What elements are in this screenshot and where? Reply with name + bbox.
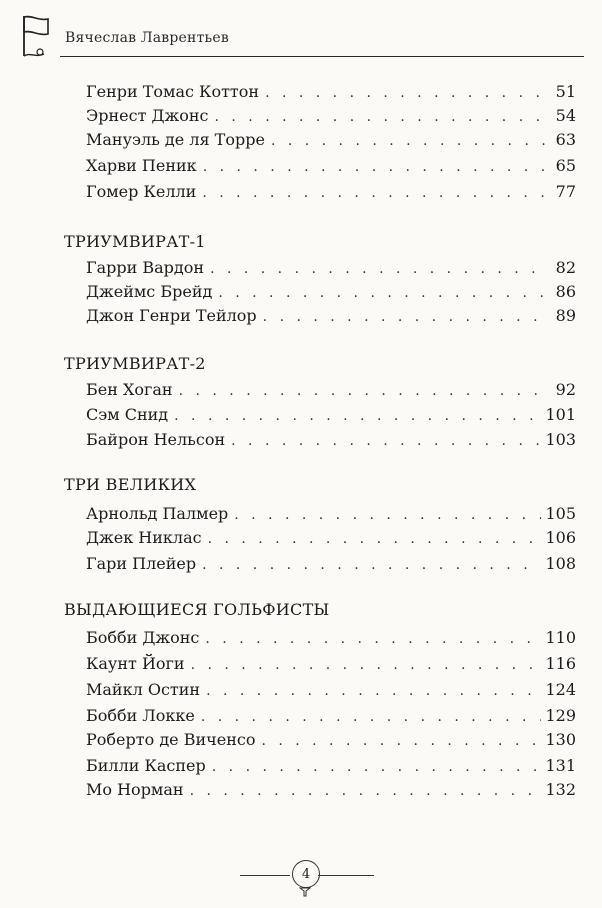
footer-rule-right	[318, 875, 374, 876]
leader-dots	[271, 133, 548, 149]
toc-entry-name: Мо Норман	[86, 780, 190, 799]
toc-entry-name: Гарри Вардон	[86, 258, 210, 277]
golf-tee-icon	[299, 887, 311, 897]
leader-dots	[265, 85, 548, 101]
toc-entry	[86, 680, 576, 704]
page-number-badge	[292, 860, 320, 888]
toc-entry-page: 105	[541, 504, 576, 523]
toc-entry-page: 82	[548, 258, 576, 277]
toc-entry	[86, 654, 576, 678]
toc-entry-name: Джон Генри Тейлор	[86, 306, 263, 325]
toc-entry-name: Сэм Снид	[86, 405, 174, 424]
toc-entry	[86, 156, 576, 180]
toc-entry-name: Билли Каспер	[86, 756, 212, 775]
page-number: 4	[301, 866, 311, 882]
toc-section-heading: ВЫДАЮЩИЕСЯ ГОЛЬФИСТЫ	[64, 600, 330, 619]
toc-entry	[86, 780, 576, 804]
toc-entry-page: 51	[548, 82, 576, 101]
toc-entry-page: 77	[548, 182, 576, 201]
toc-section-heading: ТРИУМВИРАТ-2	[64, 354, 206, 373]
leader-dots	[202, 557, 541, 573]
leader-dots	[191, 657, 542, 673]
leader-dots	[174, 408, 541, 424]
toc-entry-name: Генри Томас Коттон	[86, 82, 265, 101]
toc-entry-page: 110	[541, 628, 576, 647]
toc-entry-page: 124	[541, 680, 576, 699]
toc-entry-name: Бен Хоган	[86, 380, 179, 399]
toc-entry-page: 129	[541, 706, 576, 725]
toc-entry-page: 65	[548, 156, 576, 175]
toc-entry-page: 86	[548, 282, 576, 301]
toc-entry	[86, 628, 576, 652]
toc-entry	[86, 182, 576, 206]
toc-entry-page: 63	[548, 130, 576, 149]
toc-entry-name: Эрнест Джонс	[86, 106, 215, 125]
toc-entry	[86, 706, 576, 730]
toc-entry-name: Бобби Джонс	[86, 628, 205, 647]
toc-entry	[86, 528, 576, 552]
header-divider	[60, 56, 584, 57]
toc-entry-name: Гомер Келли	[86, 182, 202, 201]
author-name: Вячеслав Лаврентьев	[65, 30, 229, 46]
toc-entry-page: 54	[548, 106, 576, 125]
toc-entry-name: Арнольд Палмер	[86, 504, 234, 523]
toc-entry-name: Харви Пеник	[86, 156, 203, 175]
leader-dots	[190, 783, 542, 799]
page-header	[0, 0, 602, 70]
toc-entry-name: Каунт Йоги	[86, 654, 191, 673]
toc-section-heading: ТРИУМВИРАТ-1	[64, 232, 206, 251]
page-footer	[0, 850, 602, 900]
toc-entry-page: 103	[541, 430, 576, 449]
toc-entry-page: 131	[541, 756, 576, 775]
toc-section-heading: ТРИ ВЕЛИКИХ	[64, 475, 197, 494]
leader-dots	[179, 383, 548, 399]
toc-entry-name: Гари Плейер	[86, 554, 202, 573]
leader-dots	[218, 285, 548, 301]
footer-rule-left	[240, 875, 290, 876]
leader-dots	[201, 709, 542, 725]
toc-entry-name: Майкл Остин	[86, 680, 206, 699]
leader-dots	[212, 759, 542, 775]
toc-entry-page: 108	[541, 554, 576, 573]
toc-entry-name: Мануэль де ля Торре	[86, 130, 271, 149]
toc-entry-page: 106	[541, 528, 576, 547]
toc-entry	[86, 282, 576, 306]
leader-dots	[210, 261, 548, 277]
leader-dots	[202, 185, 548, 201]
toc-entry	[86, 106, 576, 130]
toc-entry	[86, 430, 576, 454]
leader-dots	[263, 309, 548, 325]
toc-entry	[86, 258, 576, 282]
leader-dots	[234, 507, 541, 523]
toc-entry	[86, 504, 576, 528]
leader-dots	[206, 683, 541, 699]
leader-dots	[215, 109, 549, 125]
toc-entry-page: 130	[541, 730, 576, 749]
toc-entry-name: Байрон Нельсон	[86, 430, 231, 449]
toc-entry	[86, 130, 576, 154]
toc-entry-page: 132	[541, 780, 576, 799]
toc-entry-page: 92	[548, 380, 576, 399]
leader-dots	[203, 159, 548, 175]
toc-entry	[86, 405, 576, 429]
toc-entry-name: Джек Никлас	[86, 528, 208, 547]
toc-entry-name: Джеймс Брейд	[86, 282, 218, 301]
toc-entry-page: 116	[541, 654, 576, 673]
leader-dots	[205, 631, 541, 647]
toc-entry-name: Бобби Локке	[86, 706, 201, 725]
toc-entry-page: 101	[541, 405, 576, 424]
leader-dots	[231, 433, 541, 449]
toc-entry	[86, 730, 576, 754]
leader-dots	[261, 733, 541, 749]
toc-entry-page: 89	[548, 306, 576, 325]
toc-entry	[86, 554, 576, 578]
toc-entry	[86, 82, 576, 106]
golf-flag-icon	[18, 12, 54, 62]
toc-entry	[86, 756, 576, 780]
toc-entry-name: Роберто де Виченсо	[86, 730, 261, 749]
leader-dots	[208, 531, 542, 547]
toc-entry	[86, 380, 576, 404]
toc-entry	[86, 306, 576, 330]
